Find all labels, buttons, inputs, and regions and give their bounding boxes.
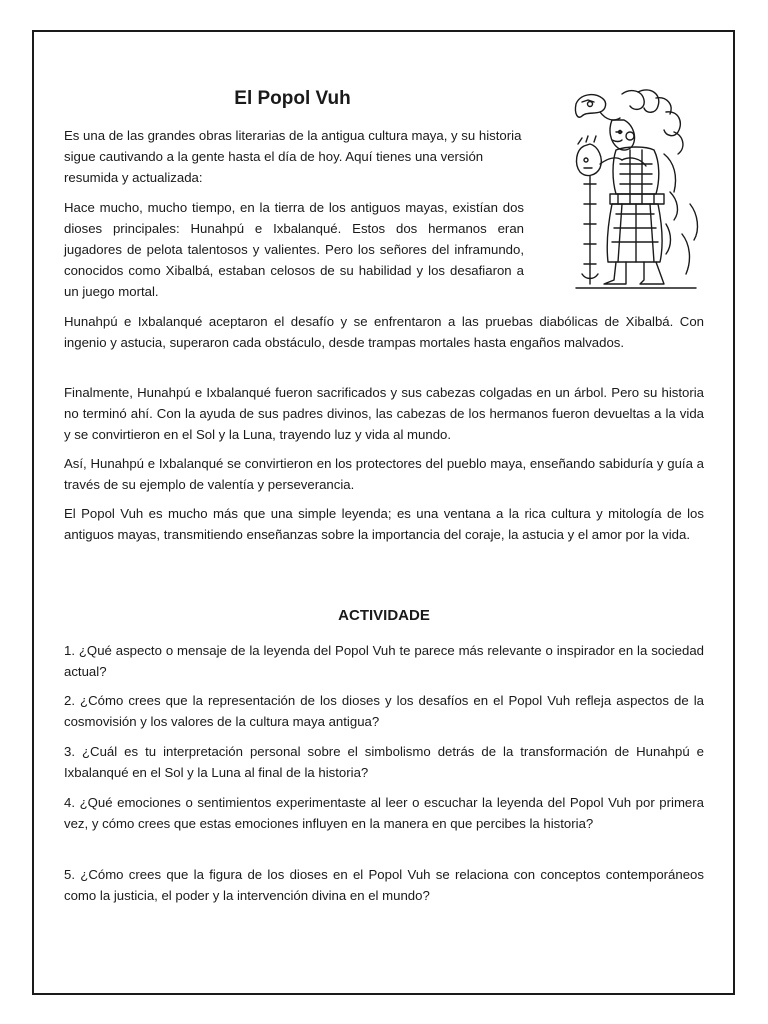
intro-paragraph: Es una de las grandes obras literarias de la antigua cultura maya, y su historia sigue cautivando a la gente hasta el día de hoy. Aquí tienes una versión resumida y actualizada: <box>64 128 522 185</box>
story-paragraph-3: Finalmente, Hunahpú e Ixbalanqué fueron sacrificados y sus cabezas colgadas en un árbol. Pero su historia no terminó ahí. Con la ayuda de sus padres divinos, las cabezas de los hermanos fueron devueltas a la vida y se convirtieron en el Sol y la Luna, trayendo luz y vida al mundo. <box>64 385 704 442</box>
story-paragraph-2: Hunahpú e Ixbalanqué aceptaron el desafío y se enfrentaron a las pruebas diabólicas de Xibalbá. Con ingenio y astucia, superaron cada obstáculo, desde trampas mortales hasta engaños malvados. <box>64 314 704 350</box>
story-paragraph-5: El Popol Vuh es mucho más que una simple leyenda; es una ventana a la rica cultura y mitología de los antiguos mayas, transmitiendo enseñanzas sobre la importancia del coraje, la astucia y el amor por la vida. <box>64 506 704 542</box>
story-paragraph-4: Así, Hunahpú e Ixbalanqué se convirtieron en los protectores del pueblo maya, enseñando sabiduría y guía a través de su ejemplo de valentía y perseverancia. <box>64 456 704 492</box>
question-5: 5. ¿Cómo crees que la figura de los dioses en el Popol Vuh se relaciona con conceptos contemporáneos como la justicia, el poder y la intervención divina en el mundo? <box>64 867 704 903</box>
question-4: 4. ¿Qué emociones o sentimientos experimentaste al leer o escuchar la leyenda del Popol Vuh por primera vez, y cómo crees que estas emociones influyen en la manera en que percibes la historia? <box>64 795 704 831</box>
activity-title: ACTIVIDADE <box>338 607 430 624</box>
page-title: El Popol Vuh <box>234 88 351 109</box>
question-3: 3. ¿Cuál es tu interpretación personal sobre el simbolismo detrás de la transformación de Hunahpú e Ixbalanqué en el Sol y la Luna al final de la historia? <box>64 744 704 780</box>
maya-figure-illustration-icon <box>560 84 710 294</box>
story-paragraph-1: Hace mucho, mucho tiempo, en la tierra de los antiguos mayas, existían dos dioses principales: Hunahpú e Ixbalanqué. Estos dos hermanos eran jugadores de pelota talentosos y valientes. Pero los señores del inframundo, conocidos como Xibalbá, estaban celosos de su habilidad y los desafiaron a un juego mortal. <box>64 200 524 299</box>
question-2: 2. ¿Cómo crees que la representación de los dioses y los desafíos en el Popol Vuh refleja aspectos de la cosmovisión y los valores de la cultura maya antigua? <box>64 693 704 729</box>
question-1: 1. ¿Qué aspecto o mensaje de la leyenda del Popol Vuh te parece más relevante o inspirador en la sociedad actual? <box>64 643 704 679</box>
